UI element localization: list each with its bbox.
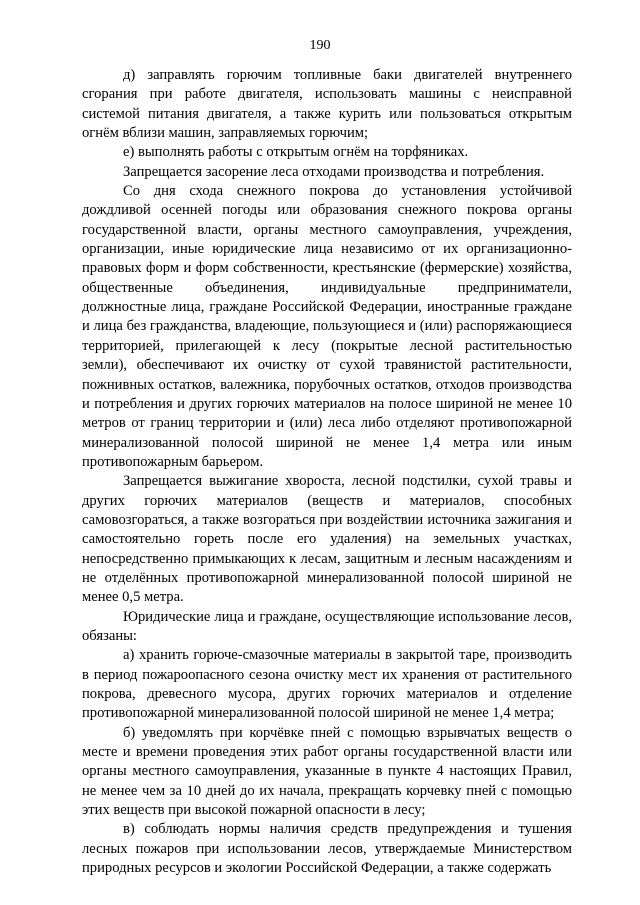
paragraph-item-a: а) хранить горюче-смазочные материалы в закрытой таре, производить в период пожароопасного сезона очистку мест их хранения от растительного покрова, древесного мусора, других горючих материалов и отделение противопожарной минерализованной полосой шириной не менее 1,4 метра; (82, 647, 572, 722)
paragraph-clearing-obligations: Со дня схода снежного покрова до установления устойчивой дождливой осенней погоды или образования снежного покрова органы государственной власти, органы местного самоуправления, учреждения, организации, иные юридические лица независимо от их организационно-правовых форм и форм собственности, крестьянские (фермерские) хозяйства, общественные объединения, индивидуальные предприниматели, должностные лица, граждане Российской Федерации, иностранные граждане и лица без гражданства, владеющие, пользующиеся и (или) распоряжающиеся территорией, прилегающей к лесу (покрытые лесной растительностью земли), обеспечивают их очистку от сухой травянистой растительности, пожнивных остатков, валежника, порубочных остатков, отходов производства и потребления и других горючих материалов на полосе шириной не менее 10 метров от границ территории и (или) леса либо отделяют противопожарной минерализованной полосой шириной не менее 1,4 метра или иным противопожарным барьером. (82, 183, 572, 470)
paragraph-waste-ban: Запрещается засорение леса отходами производства и потребления. (123, 163, 545, 180)
paragraph-item-b: б) уведомлять при корчёвке пней с помощью взрывчатых веществ о месте и времени проведения этих работ органы государственной власти или органы местного самоуправления, указанные в пункте 4 настоящих Правил, не менее чем за 10 дней до их начала, прекращать корчевку пней с помощью этих веществ при высокой пожарной опасности в лесу; (82, 724, 572, 819)
page-number: 190 (309, 38, 331, 53)
paragraph-item-v: в) соблюдать нормы наличия средств предупреждения и тушения лесных пожаров при использовании лесов, утверждаемые Министерством природных ресурсов и экологии Российской Федерации, а также содержать (82, 821, 572, 877)
paragraph-obligations-intro: Юридические лица и граждане, осуществляющие использование лесов, обязаны: (82, 608, 572, 644)
paragraph-peat-fire-ban: е) выполнять работы с открытым огнём на торфяниках. (123, 144, 469, 161)
paragraph-fuel-restrictions: д) заправлять горючим топливные баки двигателей внутреннего сгорания при работе двигателя, использовать машины с неисправной системой питания двигателя, а также курить или пользоваться открытым огнём вблизи машин, заправляемых горючим; (82, 67, 572, 142)
paragraph-burning-ban: Запрещается выжигание хвороста, лесной подстилки, сухой травы и других горючих материалов (веществ и материалов, способных самовозгораться, а также возгораться при воздействии источника зажигания и самостоятельно гореть после его удаления) на земельных участках, непосредственно примыкающих к лесам, защитным и лесным насаждениям и не отделённых противопожарной минерализованной полосой шириной не менее 0,5 метра. (82, 473, 572, 606)
page-body (82, 66, 572, 878)
